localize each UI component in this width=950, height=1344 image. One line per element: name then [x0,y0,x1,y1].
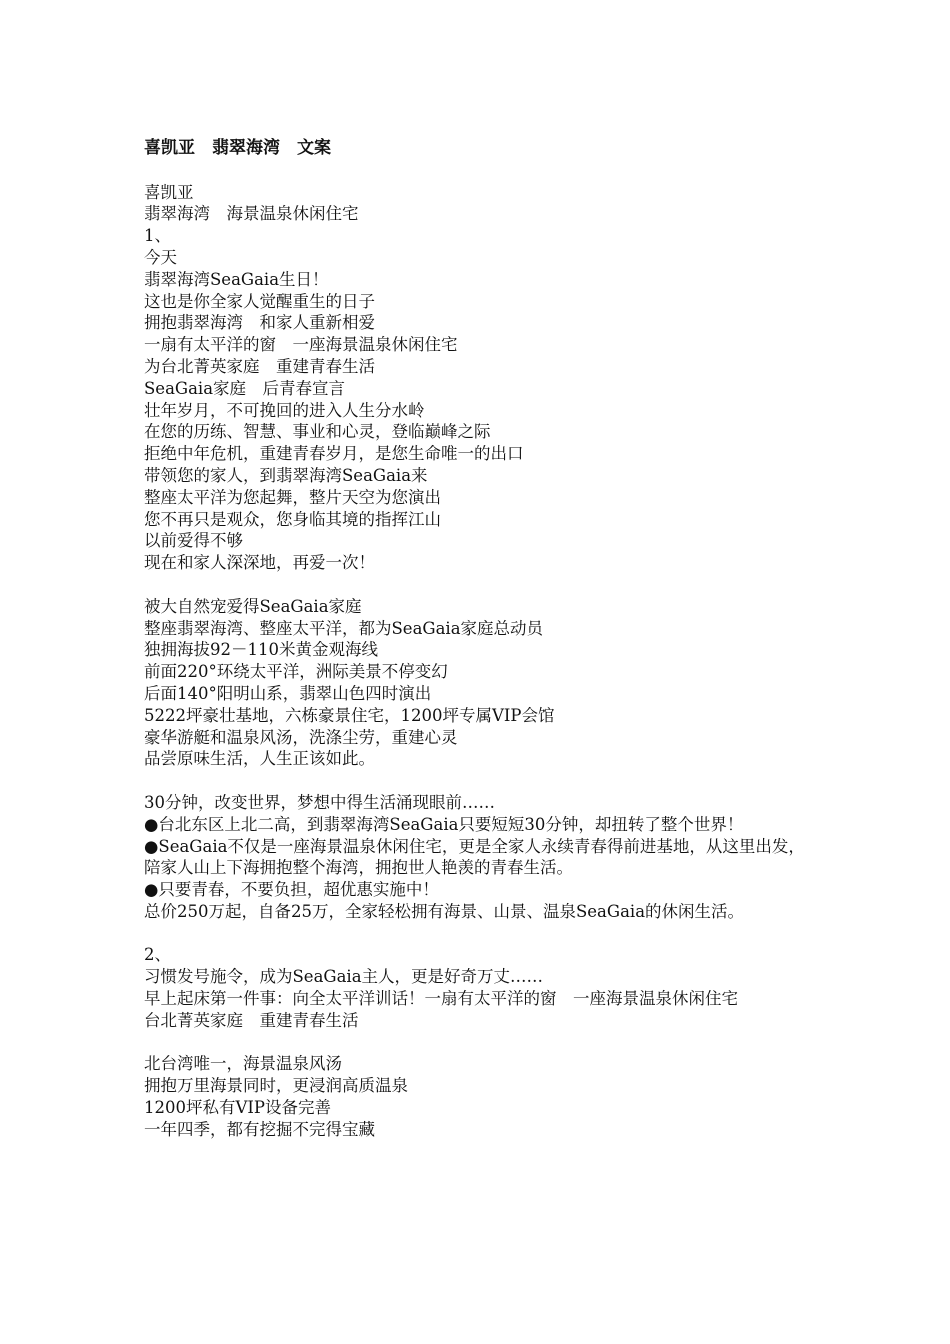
text-line: 独拥海拔92－110米黄金观海线 [144,640,378,660]
text-line: 这也是你全家人觉醒重生的日子 [144,291,375,311]
text-line: 总价250万起，自备25万，全家轻松拥有海景、山景、温泉SeaGaia的休闲生活。 [144,901,745,921]
text-line: 一扇有太平洋的窗 一座海景温泉休闲住宅 [144,335,458,355]
text-line: 以前爱得不够 [144,531,243,551]
bullet-item: ●SeaGaia不仅是一座海景温泉休闲住宅，更是全家人永续青春得前进基地，从这里出发， 陪家人山上下海拥抱整个海湾，拥抱世人艳羡的青春生活。 [144,836,814,878]
text-line: 1200坪私有VIP设备完善 [144,1098,332,1118]
section-number: 1、 [144,226,171,246]
bullet-item: ●台北东区上北二高，到翡翠海湾SeaGaia只要短短30分钟，却扭转了整个世界！ [144,814,744,834]
document-title: 喜凯亚 翡翠海湾 文案 [144,138,331,158]
text-line: 台北菁英家庭 重建青春生活 [144,1010,359,1030]
text-line: 被大自然宠爱得SeaGaia家庭 [144,596,362,616]
text-line: 早上起床第一件事：向全太平洋训话！一扇有太平洋的窗 一座海景温泉休闲住宅 [144,989,738,1009]
section-number: 2、 [144,945,171,965]
text-line: 壮年岁月，不可挽回的进入人生分水岭 [144,400,425,420]
section-2-intro [144,944,809,1031]
text-line: 拥抱翡翠海湾 和家人重新相爱 [144,313,375,333]
section-2-spa [144,1053,809,1140]
bullet-item: ●只要青春，不要负担，超优惠实施中！ [144,880,439,900]
section-1-commute [144,792,814,923]
text-line: 北台湾唯一，海景温泉风汤 [144,1054,342,1074]
paragraph-gap [144,923,809,945]
text-line: 整座太平洋为您起舞，整片天空为您演出 [144,487,441,507]
text-line: 后面140°阳明山系，翡翠山色四时演出 [144,683,432,703]
text-line: 前面220°环绕太平洋，洲际美景不停变幻 [144,662,448,682]
section-1-nature [144,596,809,770]
text-line: 您不再只是观众，您身临其境的指挥江山 [144,509,441,529]
paragraph-gap [144,770,809,792]
text-line: 一年四季，都有挖掘不完得宝藏 [144,1119,375,1139]
text-line: 在您的历练、智慧、事业和心灵，登临巅峰之际 [144,422,491,442]
text-line: 带领您的家人，到翡翠海湾SeaGaia来 [144,465,428,485]
document-page [144,138,814,1141]
text-line: SeaGaia家庭 后青春宣言 [144,378,346,398]
text-line: 习惯发号施令，成为SeaGaia主人，更是好奇万丈…… [144,967,544,987]
text-line: 整座翡翠海湾、整座太平洋，都为SeaGaia家庭总动员 [144,618,544,638]
text-line: 为台北菁英家庭 重建青春生活 [144,356,375,376]
text-line: 拥抱万里海景同时，更浸润高质温泉 [144,1076,408,1096]
text-line: 拒绝中年危机，重建青春岁月，是您生命唯一的出口 [144,444,524,464]
text-line: 现在和家人深深地，再爱一次！ [144,553,375,573]
text-line: 喜凯亚 [144,182,194,202]
text-line: 品尝原味生活，人生正该如此。 [144,749,375,769]
section-1-intro [144,182,809,574]
text-line: 豪华游艇和温泉风汤，洗涤尘劳，重建心灵 [144,727,458,747]
paragraph-gap [144,1032,809,1054]
text-line: 30分钟，改变世界，梦想中得生活涌现眼前…… [144,792,495,812]
paragraph-gap [144,574,809,596]
text-line: 翡翠海湾SeaGaia生日！ [144,269,329,289]
text-line: 今天 [144,247,177,267]
text-line: 翡翠海湾 海景温泉休闲住宅 [144,204,359,224]
text-line: 5222坪豪壮基地，六栋豪景住宅，1200坪专属VIP会馆 [144,705,555,725]
